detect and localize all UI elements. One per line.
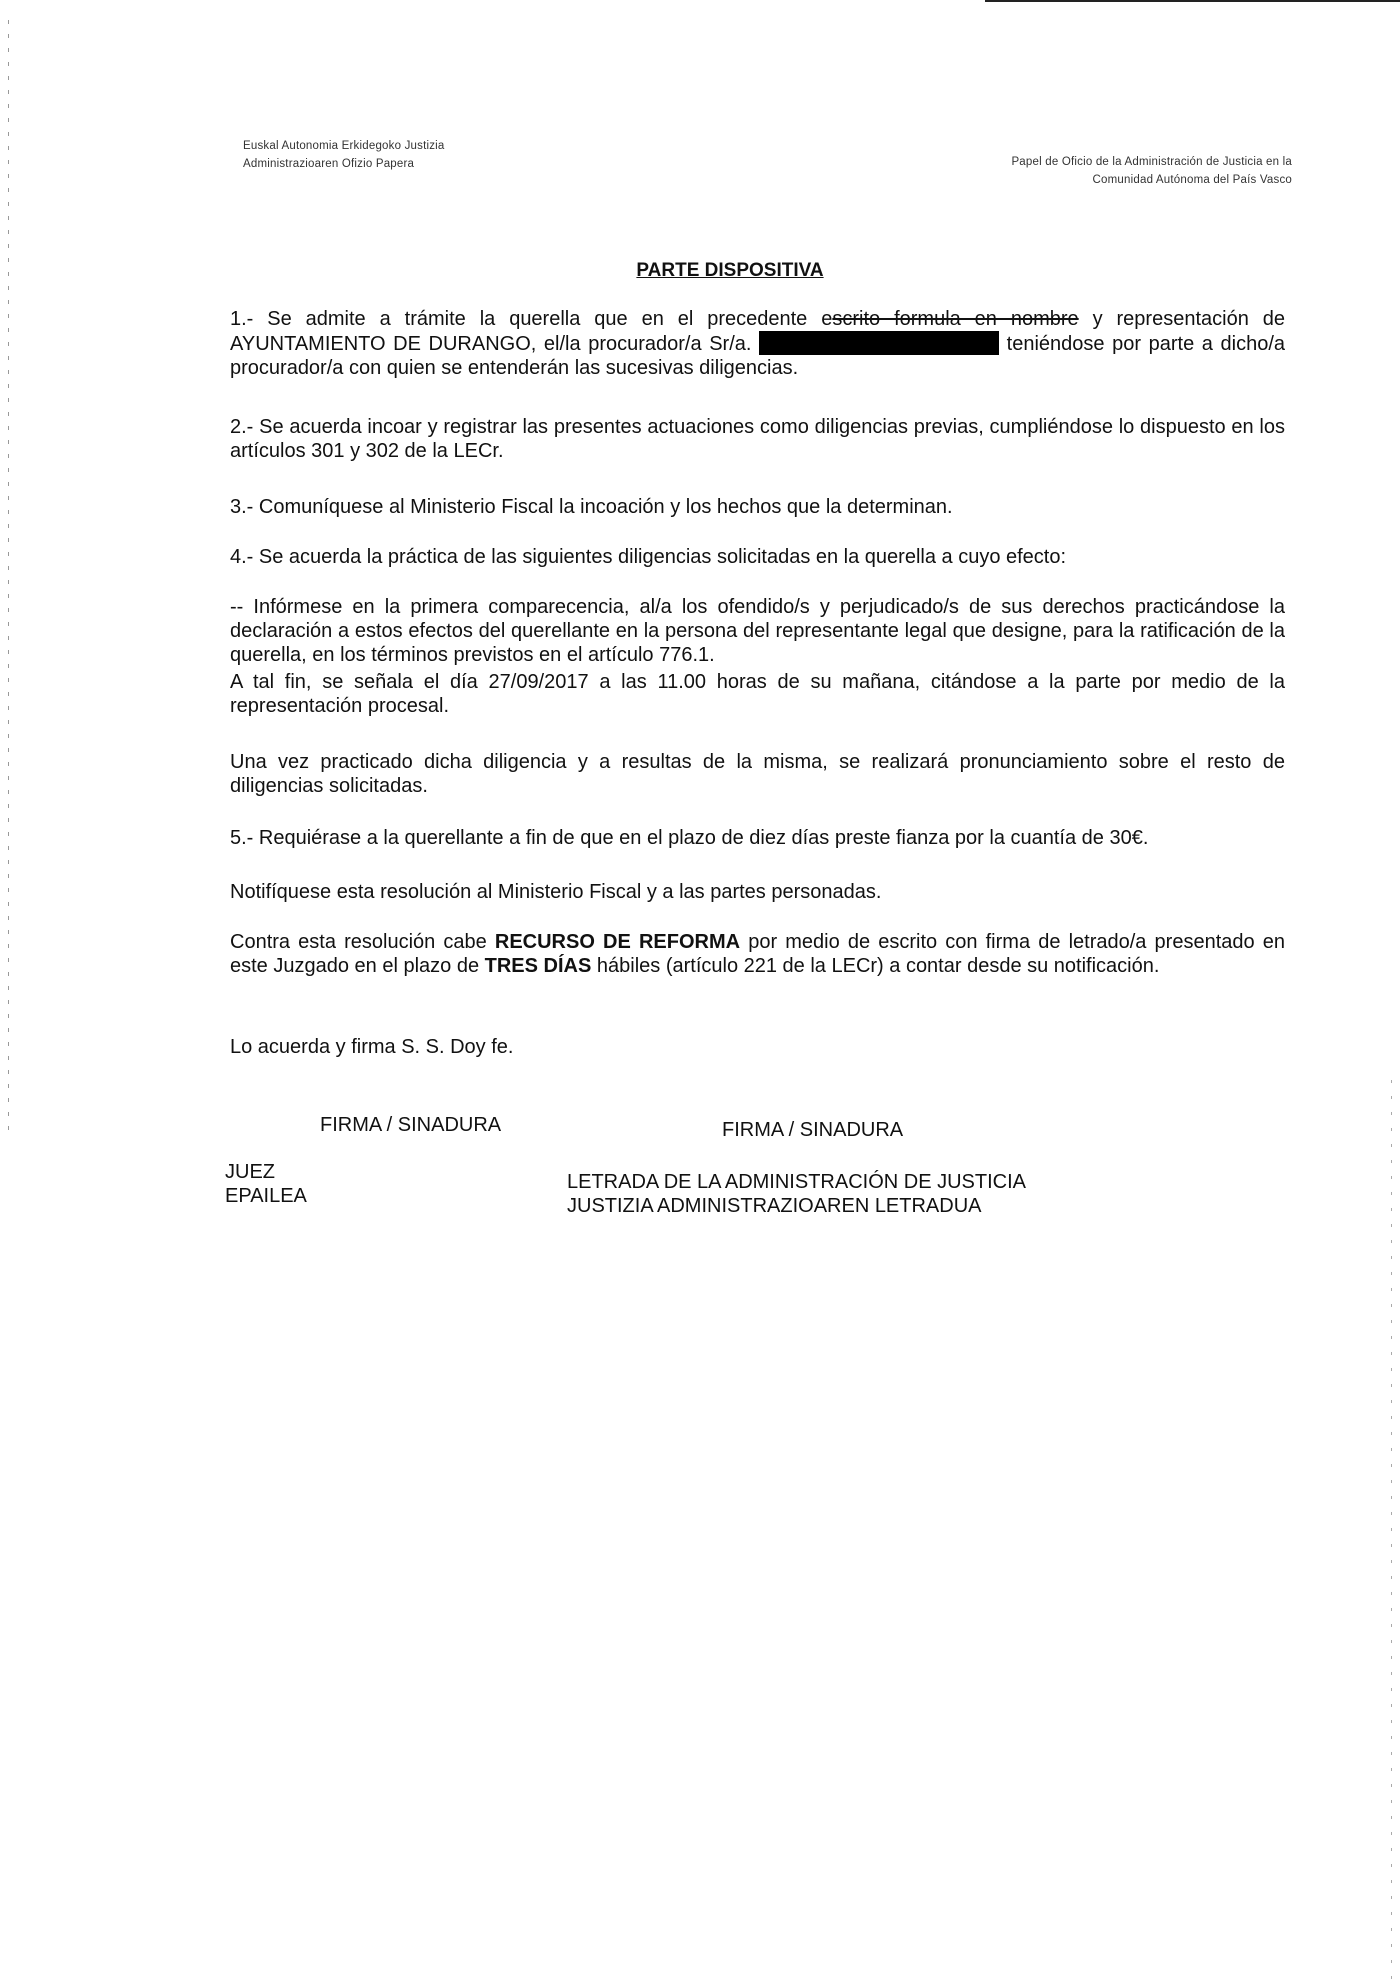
header-left-line2: Administrazioaren Ofizio Papera xyxy=(243,158,415,170)
page-title: PARTE DISPOSITIVA xyxy=(636,260,824,281)
letrada-line1: LETRADA DE LA ADMINISTRACIÓN DE JUSTICIA xyxy=(567,1171,1026,1193)
epailea-text: EPAILEA xyxy=(225,1185,307,1207)
letrada-line2: JUSTIZIA ADMINISTRAZIOAREN LETRADUA xyxy=(567,1195,982,1217)
header-right-line1: Papel de Oficio de la Administración de Justicia en la xyxy=(1011,156,1292,168)
scan-edge-marks-left xyxy=(8,20,9,1140)
paragraph-7: Una vez practicado dicha diligencia y a resultas de la misma, se realizará pronunciamiento sobre el resto de diligencias solicitadas. xyxy=(230,751,1285,797)
paragraph-1-struck: scrito formula en nombre xyxy=(832,308,1079,330)
paragraph-4: 4.- Se acuerda la práctica de las siguientes diligencias solicitadas en la querella a cuyo efecto: xyxy=(230,546,1067,568)
paragraph-6: A tal fin, se señala el día 27/09/2017 a las 11.00 horas de su mañana, citándose a la parte por medio de la representación procesal. xyxy=(230,671,1285,717)
firma-right: FIRMA / SINADURA xyxy=(722,1119,904,1141)
paragraph-5: -- Infórmese en la primera comparecencia, al/a los ofendido/s y perjudicado/s de sus derechos practicándose la declaración a estos efectos del querellante en la persona del representante legal que designe, para la ratificación de la querella, en los términos previstos en el artículo 776.1. xyxy=(230,596,1285,666)
paragraph-2: 2.- Se acuerda incoar y registrar las presentes actuaciones como diligencias previas, cumpliéndose lo dispuesto en los artículos 301 y 302 de la LECr. xyxy=(230,416,1285,462)
letrada-label xyxy=(567,1170,1026,1218)
paragraph-1-a: 1.- Se admite a trámite la querella que en el precedente e xyxy=(230,308,833,330)
paragraph-1-c: teniéndose por parte a dicho/a procurador/a con quien se entenderán las sucesivas diligencias. xyxy=(230,333,1285,379)
header-right xyxy=(1011,153,1292,189)
header-left-line1: Euskal Autonomia Erkidegoko Justizia xyxy=(243,140,445,152)
header-right-line2: Comunidad Autónoma del País Vasco xyxy=(1092,174,1292,186)
juez-label xyxy=(225,1160,307,1208)
paragraph-9: Notifíquese esta resolución al Ministerio Fiscal y a las partes personadas. xyxy=(230,881,882,903)
paragraph-1-b: y representación de AYUNTAMIENTO DE DURANGO, el/la procurador/a Sr/a. xyxy=(230,308,1285,355)
redaction-box xyxy=(759,331,999,355)
recurso-bold: RECURSO DE REFORMA xyxy=(494,931,741,953)
paragraph-1 xyxy=(230,307,1285,380)
tres-dias-bold: TRES DÍAS xyxy=(484,955,592,977)
paragraph-11: Lo acuerda y firma S. S. Doy fe. xyxy=(230,1036,514,1058)
paragraph-10 xyxy=(230,930,1285,978)
scan-edge-line xyxy=(985,0,1400,2)
juez-text: JUEZ xyxy=(225,1161,275,1183)
header-left xyxy=(243,137,445,173)
paragraph-10-b: por medio de escrito con firma de letrado/a presentado en este Juzgado en el plazo de xyxy=(230,931,1285,977)
paragraph-10-a: Contra esta resolución cabe xyxy=(230,931,495,953)
paragraph-10-c: hábiles (artículo 221 de la LECr) a contar desde su notificación. xyxy=(591,955,1160,977)
paragraph-8: 5.- Requiérase a la querellante a fin de que en el plazo de diez días preste fianza por la cuantía de 30€. xyxy=(230,827,1149,849)
firma-left: FIRMA / SINADURA xyxy=(320,1114,502,1136)
paragraph-3: 3.- Comuníquese al Ministerio Fiscal la incoación y los hechos que la determinan. xyxy=(230,496,953,518)
scan-edge-marks-right xyxy=(1391,1080,1392,1980)
